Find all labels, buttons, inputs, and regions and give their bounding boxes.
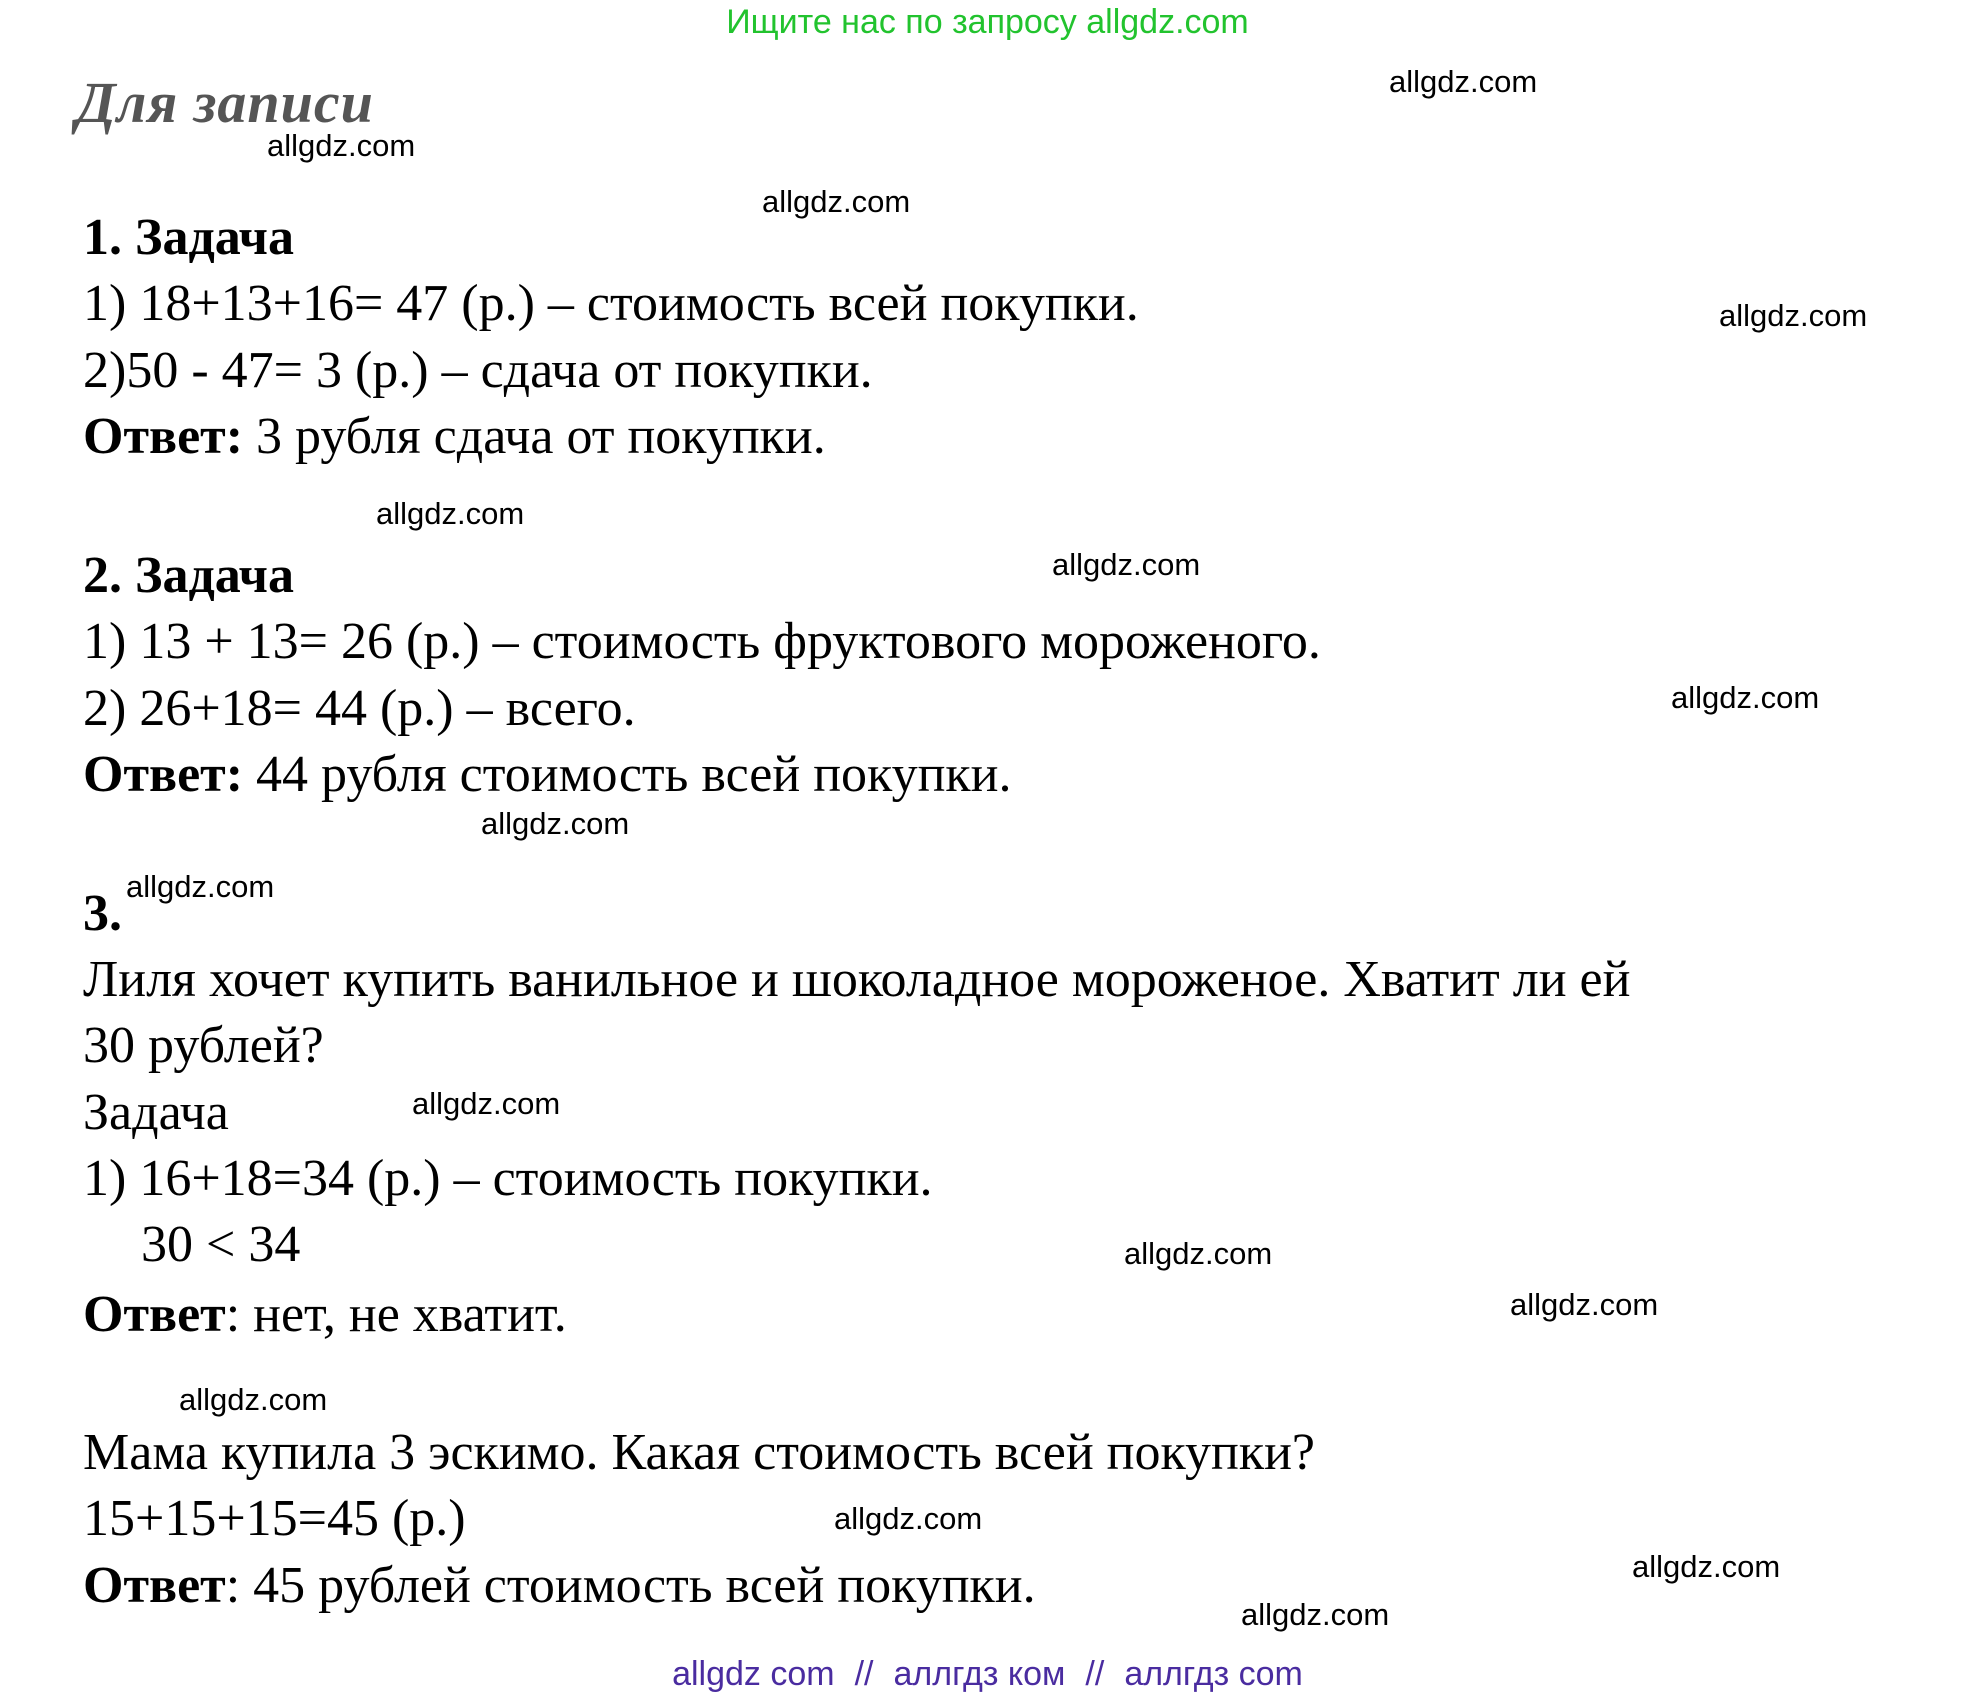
task3-step1: 1) 16+18=34 (р.) – стоимость покупки.: [83, 1150, 933, 1207]
answer-label: Ответ:: [83, 746, 244, 803]
watermark: allgdz.com: [1671, 680, 1820, 715]
answer-text: : нет, не хватит.: [225, 1286, 567, 1343]
watermark: allgdz.com: [1510, 1287, 1659, 1322]
answer-label: Ответ:: [83, 408, 244, 465]
answer-text: 3 рубля сдача от покупки.: [243, 408, 826, 465]
watermark: allgdz.com: [376, 496, 525, 531]
task3-question-line1: Лиля хочет купить ванильное и шоколадное мороженое. Хватит ли ей: [83, 951, 1631, 1008]
watermark: allgdz.com: [481, 806, 630, 841]
watermark: allgdz.com: [1632, 1549, 1781, 1584]
answer-label: Ответ: [83, 1557, 226, 1614]
task2-title: 2. Задача: [83, 547, 294, 604]
answer-text: 44 рубля стоимость всей покупки.: [243, 746, 1012, 803]
watermark: allgdz.com: [1719, 298, 1868, 333]
watermark: allgdz.com: [834, 1501, 983, 1536]
task2-answer: [83, 744, 1012, 806]
watermark: allgdz.com: [412, 1086, 561, 1121]
watermark: allgdz.com: [267, 128, 416, 163]
task3-question-line2: 30 рублей?: [83, 1017, 324, 1074]
watermark: allgdz.com: [762, 184, 911, 219]
task1-step2: 2)50 - 47= 3 (р.) – сдача от покупки.: [83, 342, 873, 399]
watermark: allgdz.com: [1124, 1236, 1273, 1271]
task3-answer: [83, 1284, 567, 1346]
footer-link-1[interactable]: allgdz com: [672, 1655, 835, 1693]
task1-title: 1. Задача: [83, 209, 294, 266]
task1-step1: 1) 18+13+16= 47 (р.) – стоимость всей покупки.: [83, 275, 1139, 332]
top-banner: Ищите нас по запросу allgdz.com: [726, 3, 1249, 41]
footer-separator: //: [854, 1655, 874, 1693]
watermark: allgdz.com: [1389, 64, 1538, 99]
watermark: allgdz.com: [1052, 547, 1201, 582]
task4-answer: [83, 1555, 1036, 1617]
task4-question: Мама купила 3 эскимо. Какая стоимость всей покупки?: [83, 1424, 1316, 1481]
task3-compare: 30 < 34: [141, 1216, 301, 1273]
footer-banner: [0, 1654, 1975, 1694]
task2-step2: 2) 26+18= 44 (р.) – всего.: [83, 680, 636, 737]
footer-link-3[interactable]: аллгдз com: [1124, 1655, 1303, 1693]
answer-text: : 45 рублей стоимость всей покупки.: [225, 1557, 1036, 1614]
answer-label: Ответ: [83, 1286, 226, 1343]
footer-separator: //: [1085, 1655, 1105, 1693]
watermark: allgdz.com: [126, 869, 275, 904]
task3-number: 3.: [83, 885, 122, 942]
footer-link-2[interactable]: аллгдз ком: [893, 1655, 1066, 1693]
task1-answer: [83, 406, 826, 468]
watermark: allgdz.com: [1241, 1597, 1390, 1632]
task2-step1: 1) 13 + 13= 26 (р.) – стоимость фруктового мороженого.: [83, 613, 1321, 670]
watermark: allgdz.com: [179, 1382, 328, 1417]
page-heading: Для записи: [76, 70, 374, 135]
task4-step1: 15+15+15=45 (р.): [83, 1490, 466, 1547]
task3-label: Задача: [83, 1084, 229, 1141]
